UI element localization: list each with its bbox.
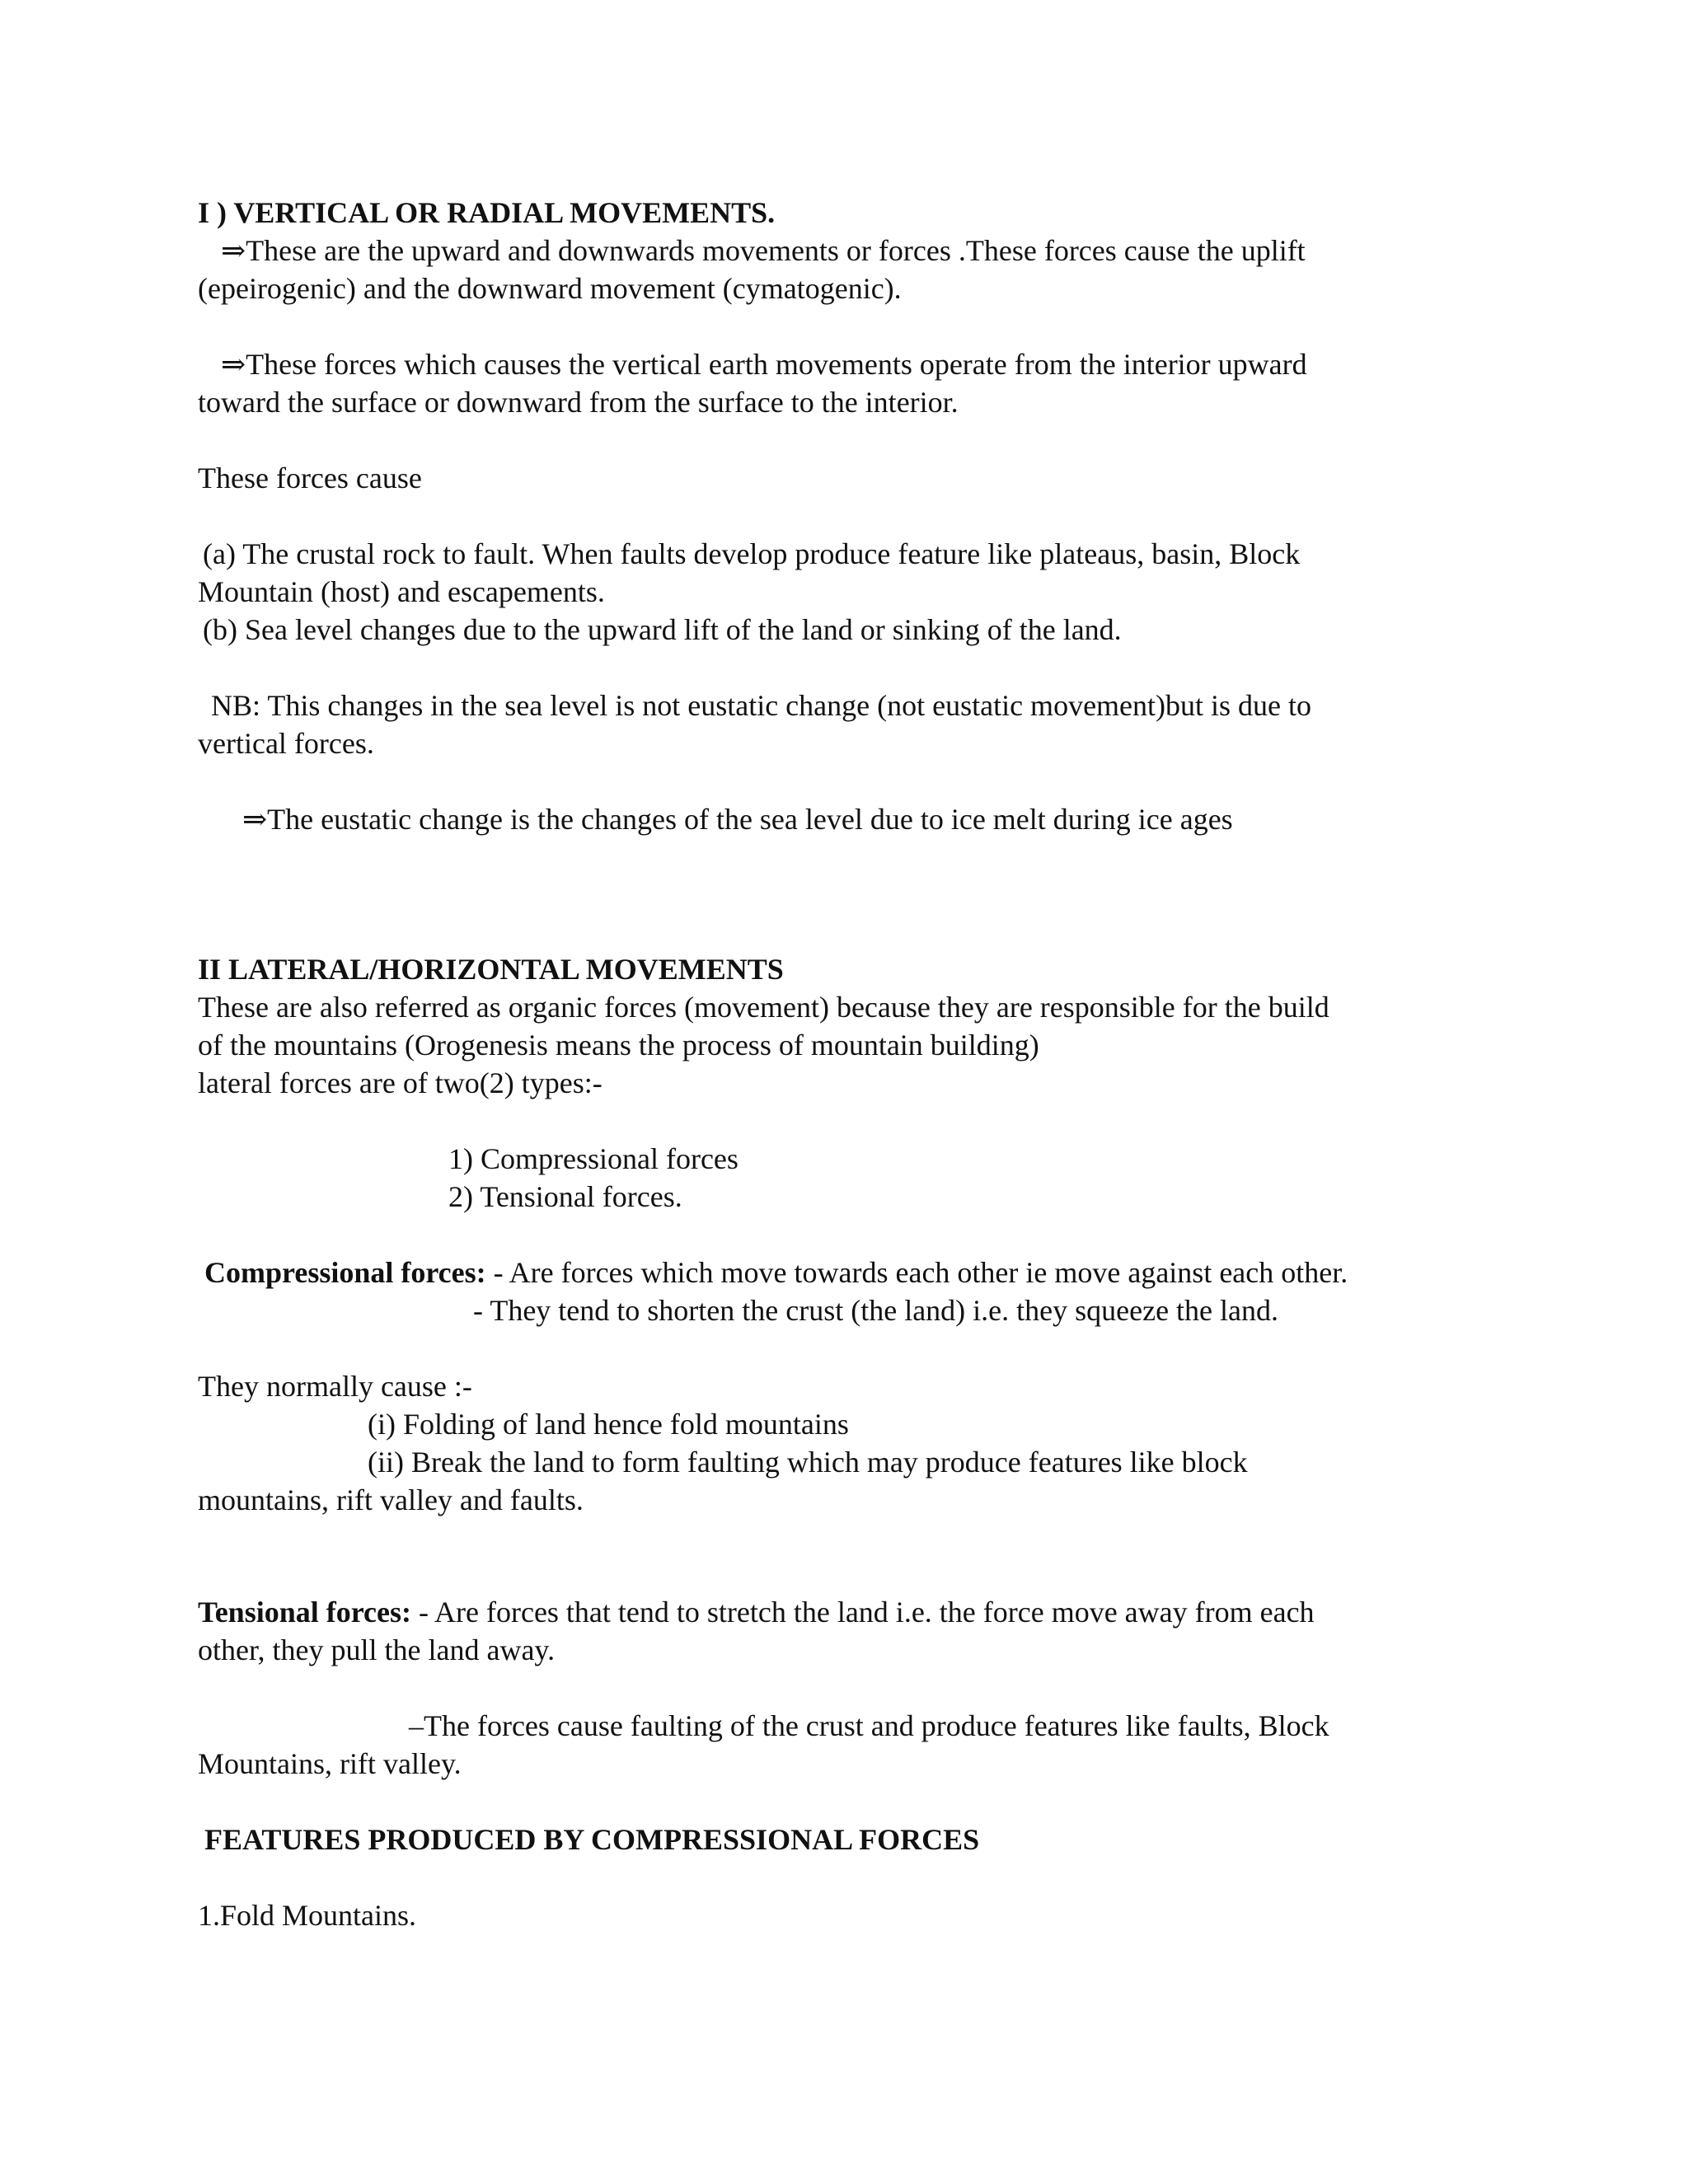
list-item: 2) Tensional forces.: [448, 1180, 682, 1213]
term-label: Compressional forces:: [204, 1256, 486, 1289]
nb-note-cont: vertical forces.: [198, 727, 374, 760]
list-item-ii: (ii) Break the land to form faulting which may produce features like block: [368, 1446, 1248, 1479]
section-heading-lateral: II LATERAL/HORIZONTAL MOVEMENTS: [198, 953, 784, 986]
paragraph-line: (epeirogenic) and the downward movement (cymatogenic).: [198, 272, 902, 305]
paragraph-line: ⇒These forces which causes the vertical earth movements operate from the interior upward: [221, 348, 1307, 381]
paragraph-line: toward the surface or downward from the surface to the interior.: [198, 386, 959, 419]
tensional-definition: [198, 1594, 1315, 1630]
definition-line: Mountains, rift valley.: [198, 1747, 462, 1780]
eustatic-note: ⇒The eustatic change is the changes of the sea level due to ice melt during ice ages: [242, 803, 1233, 836]
section-heading-features: FEATURES PRODUCED BY COMPRESSIONAL FORCES: [204, 1823, 980, 1856]
paragraph-line: of the mountains (Orogenesis means the process of mountain building): [198, 1029, 1039, 1062]
list-item-b: (b) Sea level changes due to the upward lift of the land or sinking of the land.: [203, 613, 1122, 646]
list-item: 1) Compressional forces: [448, 1142, 738, 1175]
paragraph-line: They normally cause :-: [198, 1370, 472, 1403]
definition-line: - They tend to shorten the crust (the land) i.e. they squeeze the land.: [473, 1294, 1279, 1327]
definition-line: –The forces cause faulting of the crust and produce features like faults, Block: [409, 1709, 1329, 1742]
list-item-a: (a) The crustal rock to fault. When faults develop produce feature like plateaus, basin, Block: [203, 537, 1301, 570]
paragraph-line: ⇒These are the upward and downwards movements or forces .These forces cause the uplift: [221, 234, 1306, 267]
compressional-definition: [204, 1254, 1348, 1291]
list-item: 1.Fold Mountains.: [198, 1899, 417, 1932]
paragraph-line: These are also referred as organic forces (movement) because they are responsible for the build: [198, 991, 1329, 1024]
section-heading-vertical: I ) VERTICAL OR RADIAL MOVEMENTS.: [198, 196, 776, 229]
definition-text: - Are forces that tend to stretch the land i.e. the force move away from each: [411, 1596, 1315, 1629]
definition-text: - Are forces which move towards each other ie move against each other.: [485, 1256, 1348, 1289]
list-item-a-cont: Mountain (host) and escapements.: [198, 575, 605, 608]
list-item-i: (i) Folding of land hence fold mountains: [368, 1408, 849, 1441]
definition-line: other, they pull the land away.: [198, 1633, 556, 1666]
nb-note: NB: This changes in the sea level is not eustatic change (not eustatic movement)but is due to: [211, 689, 1312, 722]
paragraph-line: lateral forces are of two(2) types:-: [198, 1066, 603, 1099]
list-item-ii-cont: mountains, rift valley and faults.: [198, 1483, 584, 1516]
paragraph-line: These forces cause: [198, 462, 422, 494]
term-label: Tensional forces:: [198, 1596, 412, 1629]
